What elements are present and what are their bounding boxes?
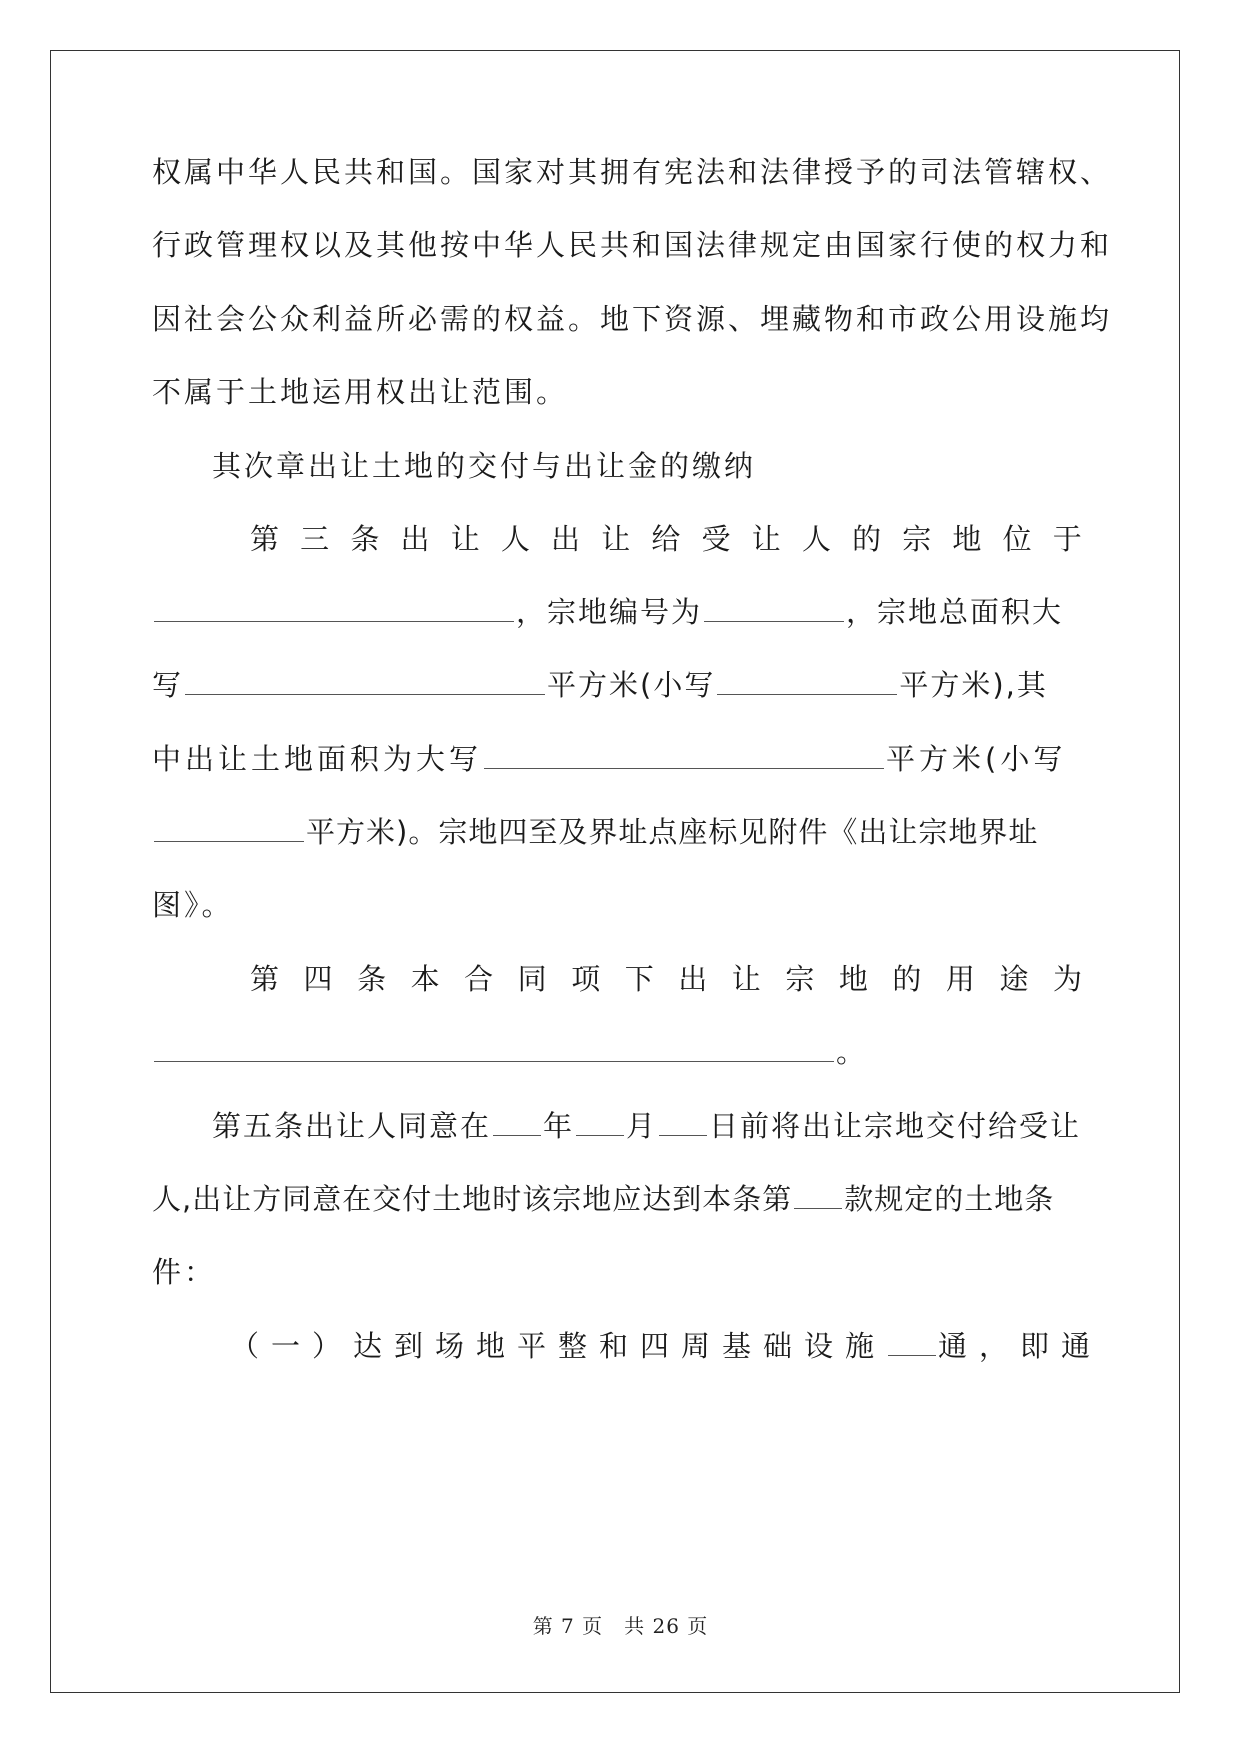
infrastructure-count-blank[interactable] <box>888 1327 936 1356</box>
year-blank[interactable] <box>493 1107 541 1136</box>
char: 为 <box>1052 962 1082 996</box>
text-line-15 <box>152 1179 1082 1219</box>
char: 下 <box>624 962 654 996</box>
char: 条 <box>357 962 387 996</box>
text-line-15-a: 人,出让方同意在交付土地时该宗地应达到本条第 <box>152 1182 793 1216</box>
char: 出 <box>551 522 581 556</box>
text-line-9 <box>152 739 1082 779</box>
char: 出 <box>678 962 708 996</box>
char: 受 <box>701 522 731 556</box>
char: 人 <box>500 522 530 556</box>
chapter-heading: 其次章出让土地的交付与出让金的缴纳 <box>212 449 757 483</box>
text-line-14-c: 月 <box>626 1109 658 1143</box>
char: 用 <box>945 962 975 996</box>
char: 第 <box>250 522 280 556</box>
char: 位 <box>1002 522 1032 556</box>
transfer-area-lower-blank[interactable] <box>154 813 304 842</box>
char: 让 <box>450 522 480 556</box>
article-3-first-line <box>250 519 1082 559</box>
char: 给 <box>651 522 681 556</box>
char: 同 <box>517 962 547 996</box>
char: 让 <box>601 522 631 556</box>
char: 宗 <box>785 962 815 996</box>
char: 宗 <box>902 522 932 556</box>
text-line-11: 图》。 <box>152 888 234 922</box>
transfer-area-upper-blank[interactable] <box>484 740 884 769</box>
text-line-17-a: （一）达到场地平整和四周基础设施 <box>230 1329 887 1363</box>
char: 的 <box>892 962 922 996</box>
total-area-lower-blank[interactable] <box>717 666 897 695</box>
char: 人 <box>801 522 831 556</box>
page-footer: 第 7 页 共 26 页 <box>532 1614 709 1638</box>
text-line-16: 件： <box>152 1255 217 1289</box>
text-line-13-a: 。 <box>836 1035 869 1069</box>
location-blank[interactable] <box>154 593 514 622</box>
text-line-9-b: 平方米(小写 <box>886 742 1067 776</box>
text-line-8-c: 平方米),其 <box>899 668 1048 702</box>
char: 合 <box>464 962 494 996</box>
text-line-8-b: 平方米(小写 <box>547 668 716 702</box>
text-line-8-a: 写 <box>152 668 184 702</box>
text-line-10 <box>152 812 1082 852</box>
char: 第 <box>250 962 280 996</box>
char: 四 <box>303 962 333 996</box>
parcel-number-blank[interactable] <box>704 593 844 622</box>
day-blank[interactable] <box>659 1107 707 1136</box>
text-line-7-b: ，宗地总面积大 <box>846 595 1064 629</box>
char: 出 <box>400 522 430 556</box>
char: 本 <box>410 962 440 996</box>
text-line-3: 因社会公众利益所必需的权益。地下资源、埋藏物和市政公用设施均 <box>152 302 1113 336</box>
total-area-upper-blank[interactable] <box>185 666 545 695</box>
text-line-14 <box>212 1106 1082 1146</box>
char: 地 <box>838 962 868 996</box>
char: 条 <box>350 522 380 556</box>
char: 于 <box>1052 522 1082 556</box>
text-line-7 <box>152 592 1082 632</box>
clause-number-blank[interactable] <box>794 1180 842 1209</box>
char: 让 <box>731 962 761 996</box>
text-line-17 <box>230 1326 1103 1366</box>
char: 让 <box>751 522 781 556</box>
char: 途 <box>999 962 1029 996</box>
text-line-9-a: 中出让土地面积为大写 <box>152 742 483 776</box>
text-line-17-b: 通，即通 <box>938 1329 1103 1363</box>
article-4-first-line <box>250 959 1082 999</box>
text-line-13 <box>152 1032 1082 1072</box>
char: 的 <box>852 522 882 556</box>
text-line-2: 行政管理权以及其他按中华人民共和国法律规定由国家行使的权力和 <box>152 228 1113 262</box>
page-border <box>50 50 1180 1693</box>
text-line-8 <box>152 665 1082 705</box>
text-line-15-b: 款规定的土地条 <box>844 1182 1055 1216</box>
text-line-10-a: 平方米)。宗地四至及界址点座标见附件《出让宗地界址 <box>306 815 1039 849</box>
text-line-14-d: 日前将出让宗地交付给受让 <box>709 1109 1082 1143</box>
text-line-14-a: 第五条出让人同意在 <box>212 1109 492 1143</box>
char: 地 <box>952 522 982 556</box>
text-line-14-b: 年 <box>543 1109 575 1143</box>
char: 三 <box>300 522 330 556</box>
char: 项 <box>571 962 601 996</box>
text-line-4: 不属于土地运用权出让范围。 <box>152 375 569 409</box>
land-use-blank[interactable] <box>154 1033 834 1062</box>
text-line-1: 权属中华人民共和国。国家对其拥有宪法和法律授予的司法管辖权、 <box>152 155 1113 189</box>
text-line-7-a: ，宗地编号为 <box>516 595 703 629</box>
month-blank[interactable] <box>576 1107 624 1136</box>
